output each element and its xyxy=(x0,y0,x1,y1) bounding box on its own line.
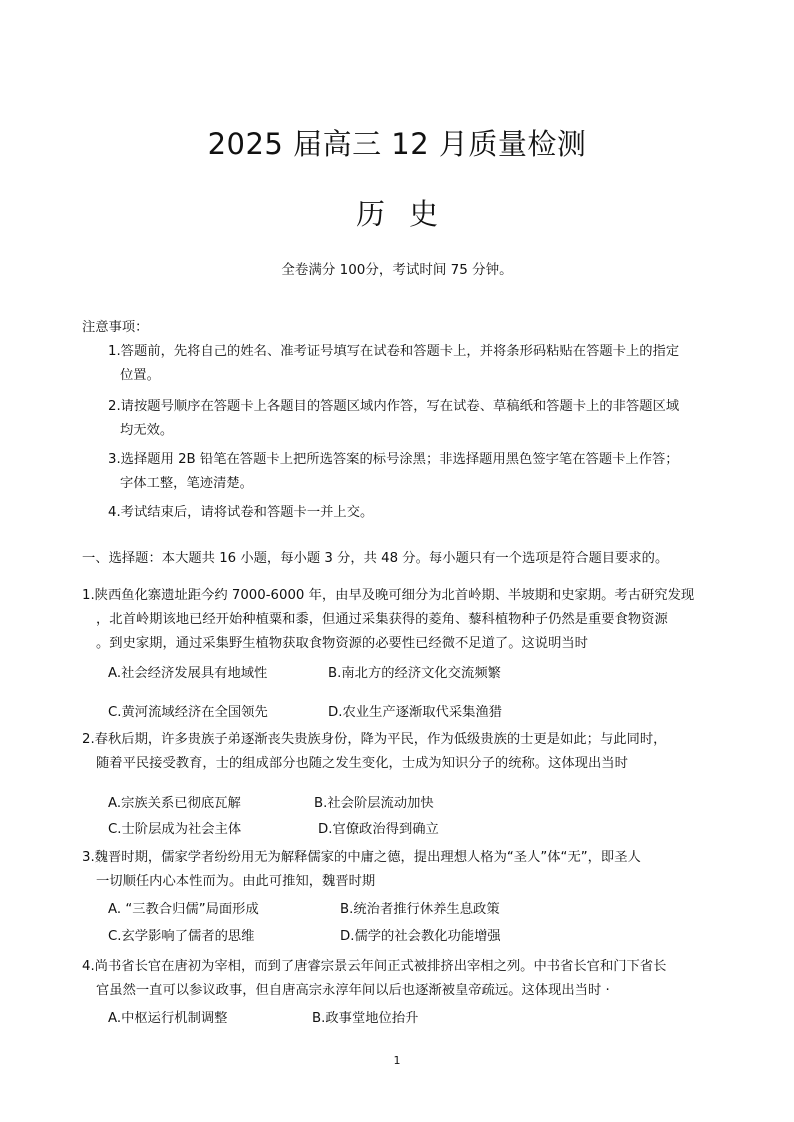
question-3-option-c[interactable]: C.玄学影响了儒者的思维 xyxy=(108,929,255,944)
question-4-option-a[interactable]: A.中枢运行机制调整 xyxy=(108,1011,228,1026)
question-line: 1.陕西鱼化寨遗址距今约 7000-6000 年，由早及晚可细分为北首岭期、半坡期和史家期。考古研究发现 xyxy=(82,588,695,603)
question-line: 2.春秋后期，许多贵族子弟逐渐丧失贵族身份，降为平民，作为低级贵族的士更是如此；与此同时， xyxy=(82,732,667,747)
note-line: 4.考试结束后，请将试卷和答题卡一并上交。 xyxy=(108,505,374,520)
question-2-stem xyxy=(82,728,722,776)
question-4-stem xyxy=(82,955,722,1003)
exam-info: 全卷满分 100分，考试时间 75 分钟。 xyxy=(281,262,513,278)
question-line: 。到史家期，通过采集野生植物获取食物资源的必要性已经微不足道了。这说明当时 xyxy=(96,636,588,651)
note-line: 3.选择题用 2B 铅笔在答题卡上把所选答案的标号涂黑；非选择题用黑色签字笔在答题卡上作答； xyxy=(108,452,679,467)
note-item xyxy=(108,395,723,443)
section-heading: 一、选择题：本大题共 16 小题，每小题 3 分，共 48 分。每小题只有一个选项是符合题目要求的。 xyxy=(82,551,669,566)
question-2-option-b[interactable]: B.社会阶层流动加快 xyxy=(314,796,434,811)
note-line: 2.请按题号顺序在答题卡上各题目的答题区域内作答，写在试卷、草稿纸和答题卡上的非答题区域 xyxy=(108,399,680,414)
question-3-option-d[interactable]: D.儒学的社会教化功能增强 xyxy=(340,929,501,944)
question-3-option-a[interactable]: A. “三教合归儒”局面形成 xyxy=(108,902,259,917)
page-number: 1 xyxy=(393,1054,401,1067)
note-item xyxy=(108,501,723,525)
question-2-option-d[interactable]: D.官僚政治得到确立 xyxy=(318,822,439,837)
question-1-option-a[interactable]: A.社会经济发展具有地域性 xyxy=(108,666,268,681)
question-4-option-b[interactable]: B.政事堂地位抬升 xyxy=(312,1011,419,1026)
question-line: 3.魏晋时期，儒家学者纷纷用无为解释儒家的中庸之德，提出理想人格为“圣人”体“无”，即圣人 xyxy=(82,850,641,865)
note-line: 均无效。 xyxy=(120,423,174,438)
question-line: 官虽然一直可以参议政事，但自唐高宗永淳年间以后也逐渐被皇帝疏远。这体现出当时 · xyxy=(96,983,610,998)
notes-heading: 注意事项： xyxy=(82,320,149,335)
question-3-stem xyxy=(82,846,722,894)
question-line: 一切顺任内心本性而为。由此可推知，魏晋时期 xyxy=(96,874,376,889)
note-item xyxy=(108,448,723,496)
question-line: 随着平民接受教育，士的组成部分也随之发生变化，士成为知识分子的统称。这体现出当时 xyxy=(96,756,628,771)
question-line: ，北首岭期该地已经开始种植粟和黍，但通过采集获得的菱角、藜科植物种子仍然是重要食物资源 xyxy=(96,612,668,627)
note-item xyxy=(108,340,723,388)
note-line: 字体工整，笔迹清楚。 xyxy=(120,476,253,491)
question-1-option-b[interactable]: B.南北方的经济文化交流频繁 xyxy=(328,666,501,681)
exam-title: 2025 届高三 12 月质量检测 xyxy=(207,127,587,161)
subject-title: 历史 xyxy=(355,197,462,231)
note-line: 1.答题前，先将自己的姓名、准考证号填写在试卷和答题卡上，并将条形码粘贴在答题卡上的指定 xyxy=(108,344,680,359)
question-1-option-d[interactable]: D.农业生产逐渐取代采集渔猎 xyxy=(328,705,503,720)
question-1-stem xyxy=(82,584,722,656)
question-2-option-a[interactable]: A.宗族关系已彻底瓦解 xyxy=(108,796,241,811)
question-1-option-c[interactable]: C.黄河流域经济在全国领先 xyxy=(108,705,268,720)
note-line: 位置。 xyxy=(120,368,160,383)
question-3-option-b[interactable]: B.统治者推行休养生息政策 xyxy=(340,902,500,917)
question-2-option-c[interactable]: C.士阶层成为社会主体 xyxy=(108,822,242,837)
question-line: 4.尚书省长官在唐初为宰相，而到了唐睿宗景云年间正式被排挤出宰相之列。中书省长官和门下省长 xyxy=(82,959,667,974)
